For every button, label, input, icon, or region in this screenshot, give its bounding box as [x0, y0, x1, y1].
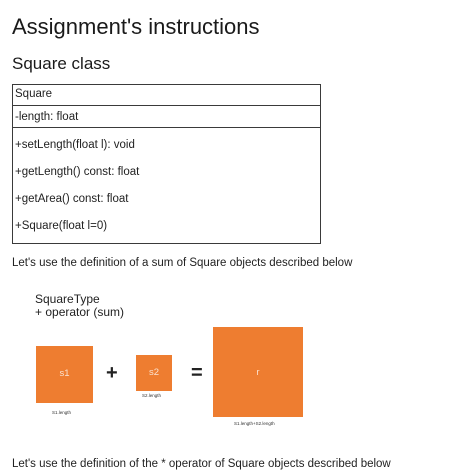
equals-operator: =	[191, 362, 203, 384]
diagram-title-line2: + operator (sum)	[35, 305, 125, 319]
square-s1-label: s1	[59, 368, 70, 379]
uml-class-box	[12, 84, 321, 244]
square-s2	[136, 355, 172, 391]
s2-caption: S2.length	[142, 393, 162, 398]
plus-operator: +	[106, 362, 118, 384]
square-result	[213, 327, 303, 417]
uml-method-set-length: +setLength(float l): void	[15, 139, 135, 151]
uml-method-constructor: +Square(float l=0)	[15, 220, 108, 232]
square-s1	[36, 346, 93, 403]
uml-method-get-length: +getLength() const: float	[15, 166, 140, 178]
uml-class-name: Square	[13, 85, 320, 106]
square-s2-label: s2	[148, 367, 160, 378]
diagram-title-line1: SquareType	[35, 292, 100, 306]
page-title: Assignment's instructions	[12, 14, 260, 39]
square-result-label: r	[256, 367, 260, 378]
diagram-title	[35, 293, 124, 319]
uml-method-get-area: +getArea() const: float	[15, 193, 129, 205]
section-heading: Square class	[12, 54, 111, 73]
mult-intro-text: Let's use the definition of the * operator of Square objects described below	[12, 458, 391, 470]
uml-attribute: -length: float	[13, 106, 320, 128]
result-caption: S1.length+S2.length	[234, 421, 275, 426]
sum-intro-text: Let's use the definition of a sum of Square objects described below	[12, 257, 353, 269]
s1-caption: S1.length	[52, 410, 72, 415]
